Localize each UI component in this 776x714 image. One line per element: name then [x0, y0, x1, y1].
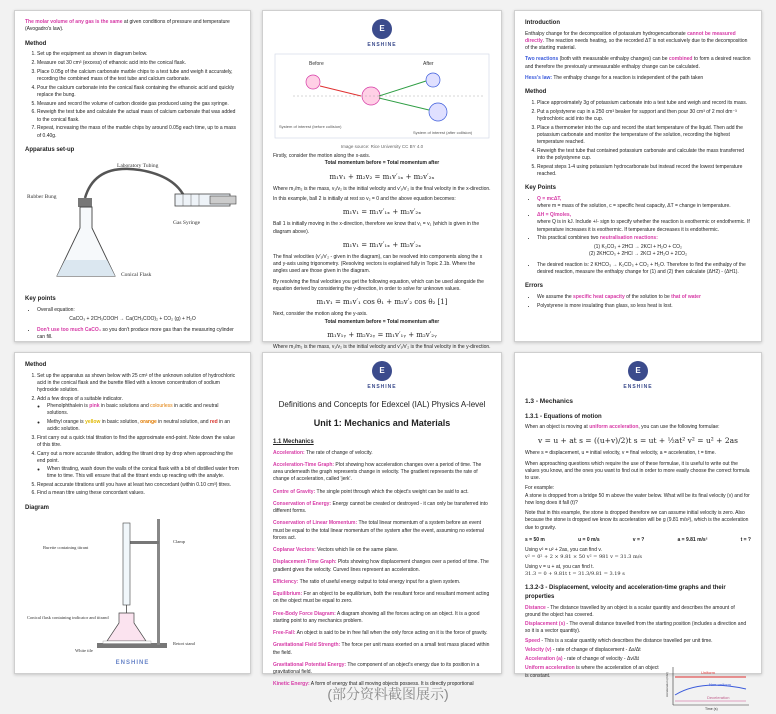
- list-item: 4. Pour the calcium carbonate into the conical flask containing the ethanoic acid and quickly replace the bung.: [37, 85, 240, 100]
- calculation: 31.3 = 0 + 9.81t t = 31.3/9.81 = 3.19 s: [525, 570, 625, 577]
- enshine-logo: E: [372, 19, 392, 39]
- paragraph: Note that in this example, the stone is dropped therefore we can assume initial velocity is zero. Also because the stone is dropped we know its acceleration will be g (9.81 m/s²), which is the acceleration due to gravity.: [525, 510, 749, 531]
- definition: Acceleration (a) - rate of change of velocity - Δv/Δt: [525, 656, 639, 663]
- label-bung: Rubber Bung: [27, 193, 57, 200]
- key-points-list: [525, 196, 751, 243]
- watermark: ENSHINE: [115, 659, 150, 666]
- definition-item: Coplanar Vectors: Vectors which lie on the same plane.: [273, 547, 399, 554]
- definition: Distance - The distance travelled by an object is a scalar quantity and describes the amount of ground the object has covered.: [525, 604, 735, 618]
- retort-stand-rod: [157, 519, 160, 645]
- conical-flask: [107, 613, 146, 641]
- definition-item: Acceleration-Time Graph: Plot showing how acceleration changes over a period of time. The area underneath the graph represents change in velocity. The gradient represents the rate of change of acceleration, called 'jerk'.: [273, 461, 482, 483]
- equation: m₁v₁ = m₁v′₁ₓ + m₂v′₂ₓ: [342, 208, 422, 217]
- paragraph: In this example, ball 2 is initially at rest so v₂ = 0 and the above equation becomes:: [273, 195, 456, 202]
- list-item: • This practical combines two neutralisation reactions:: [537, 235, 751, 242]
- equation: m₁v₁ + m₂v₂ = m₁v′₁ₓ + m₂v′₂ₓ: [329, 172, 435, 181]
- paragraph: Two reactions (both with measurable enthalpy changes) can be combined to form a desired reaction and therefore the previously unmeasurable enthalpy change can be calculated.: [525, 56, 751, 70]
- intro-text: The molar volume of any gas is the same at given conditions of pressure and temperature (Avogadro's law).: [25, 19, 230, 33]
- apparatus-heading: Apparatus set-up: [25, 146, 75, 153]
- equation: m₁v₁ = m₁v′₁ₓ + m₂v′₂ₓ: [342, 240, 422, 249]
- list-item: 3. Place a thermometer into the cup and record the start temperature of the liquid. Then add the potassium carbonate and monitor the temperature of the solution, recording the highest temperature reached.: [537, 125, 751, 147]
- paragraph: Ball 1 is initially moving in the x-direction, therefore we know that v₁ = v₁ (which is given in the diagram above).: [273, 221, 480, 235]
- equation: m₁v₁ᵧ + m₂v₂ᵧ = m₁v′₁ᵧ + m₂v′₂ᵧ: [327, 330, 437, 339]
- definition: Velocity (v) - rate of change of displacement - Δs/Δt: [525, 646, 641, 653]
- paragraph: Firstly, consider the motion along the x-axis.: [273, 153, 371, 160]
- definition-item: Efficiency: The ratio of useful energy output to total energy input for a given system.: [273, 578, 461, 585]
- logo-text: ENSHINE: [367, 42, 397, 48]
- svg-text:Acceleration (m/s²): Acceleration (m/s²): [665, 672, 669, 698]
- label-flask: Conical flask containing indicator and titrand: [27, 615, 109, 621]
- image-source: Image source: Rice University CC BY 4.0: [340, 143, 424, 149]
- intro-heading: Introduction: [525, 20, 560, 26]
- list-item: 6. Find a mean titre using these concordant values.: [37, 490, 240, 497]
- definition-item: Gravitational Potential Energy: The component of an object's energy due to its position in a gravitational field.: [273, 661, 480, 676]
- paragraph: Enthalpy change for the decomposition of potassium hydrogencarbonate cannot be measured directly. The reaction needs heating, so the recorded ΔT is not exclusively due to the decomposition of the starting material.: [525, 30, 748, 52]
- list-item: 1. Place approximately 3g of potassium carbonate into a test tube and weigh and record its mass.: [537, 100, 751, 107]
- suvat-equations: v = u + at s = ((u+v)/2)t s = ut + ½at² v² = u² + 2as: [538, 435, 738, 445]
- paragraph: For example:: [525, 485, 555, 492]
- enshine-logo: E: [372, 361, 392, 381]
- list-item: 6. Reweigh the test tube and calculate the actual mass of calcium carbonate that was added to the conical flask.: [37, 109, 240, 124]
- key-points-heading: Key points: [25, 295, 56, 302]
- paragraph: Where m₁/m₂ is the mass, v₁/v₂ is the initial velocity and v′₁/v′₂ is the final velocity in the y-direction.: [273, 343, 491, 350]
- list-item: 2. Put a polystyrene cup in a 250 cm³ beaker for support and then pour 30 cm³ of 2 mol dm⁻³ hydrochloric acid into the cup.: [537, 109, 751, 124]
- equation-title: Total momentum before = Total momentum after: [324, 318, 440, 325]
- definition-item: Centre of Gravity: The single point through which the object's weight can be said to act.: [273, 488, 469, 495]
- label-tubing: Laboratory Tubing: [117, 162, 159, 169]
- equation-title: Total momentum before = Total momentum after: [324, 160, 440, 167]
- method-heading: Method: [525, 89, 547, 96]
- list-item: 5. Repeat accurate titrations until you have at least two concordant (within 0.10 cm³) titres.: [37, 482, 240, 489]
- label-tile: White tile: [75, 648, 93, 654]
- definition: Uniform acceleration is where the acceleration of an object is constant.: [525, 665, 659, 679]
- logo-text: ENSHINE: [367, 384, 397, 390]
- logo-text: ENSHINE: [623, 384, 653, 390]
- errors-heading: Errors: [525, 283, 544, 290]
- label-clamp: Clamp: [173, 539, 185, 545]
- list-item: 7. Repeat, increasing the mass of the marble chips by around 0.05g each time, up to a mass of 0.40g.: [37, 125, 240, 140]
- definition-item: Free-Body Force Diagram: A diagram showing all the forces acting on an object. It is a good starting point to any mechanics problem.: [273, 610, 480, 624]
- page-molar-volume-practical: [14, 10, 251, 342]
- gas-syringe-apparatus-diagram: [25, 158, 240, 286]
- subsection-heading: 1.3.1 - Equations of motion: [525, 413, 602, 420]
- list-item: • ΔH = Q/moles, where Q is in kJ. Include +/- sign to specify whether the reaction is exothermic or endothermic. If temperature increases it is exothermic. If temperature decreases it is endothermic.: [537, 212, 751, 234]
- rubber-bung: [78, 198, 92, 207]
- collision-diagram: [273, 52, 491, 140]
- definition: Speed - This is a scalar quantity which describes the distance travelled per unit time.: [525, 637, 713, 644]
- paragraph: When an object is moving at uniform acceleration, you can use the following formulae:: [525, 424, 720, 431]
- equation: m₁v₁ = m₁v′₁ cos θ₁ + m₂v′₂ cos θ₂ [1]: [316, 298, 448, 307]
- clamp: [127, 541, 159, 544]
- paragraph: Using v = u + at, you can find t.: [525, 563, 594, 570]
- label-burette: Burette containing titrant: [43, 545, 89, 551]
- paragraph: The final velocities (v′₁/v′₂ - given in the diagram), can be resolved into components along the x and y-axis using trigonometry. (Resolving vectors is explained fully in Topic 2.1b. Where the angles used are those given in the diagram.: [273, 253, 483, 275]
- label-before: Before: [309, 61, 324, 68]
- list-item: • Don't use too much CaCO₃ so you don't produce more gas than the measuring cylinder can fill.: [37, 327, 240, 342]
- list-item: ◦ Phenolphthalein is pink in basic solutions and colourless in acidic and neutral solutions.: [47, 403, 240, 418]
- method-heading: Method: [25, 362, 47, 368]
- calculation: v² = 0² + 2 × 9.81 × 50 v² = 981 v = 31.3 m/s: [525, 554, 642, 561]
- overall-equation: CaCO₃ + 2CH₃COOH → Ca(CH₃COO)₂ + CO₂ (g) + H₂O: [69, 315, 196, 322]
- list-item: 2. Add a few drops of a suitable indicator. ◦ Phenolphthalein is pink in basic solutions and colourless in acidic and neutral solutions. ◦ Methyl orange is yellow in basic solution, orange in neutral solution, and red in an acidic solution.: [37, 396, 240, 434]
- list-item: 3. Place 0.05g of the calcium carbonate marble chips to a test tube and weigh it accurately, recording the combined mass of the test tube and calcium carbonate.: [37, 69, 240, 84]
- svg-text:Time (s): Time (s): [705, 707, 718, 712]
- label-stand: Retort stand: [173, 641, 195, 647]
- page-titration-practical: [14, 352, 251, 674]
- list-item: 2. Measure out 30 cm³ (excess) of ethanoic acid into the conical flask.: [37, 60, 240, 67]
- list-item: 5. Measure and record the volume of carbon dioxide gas produced using the gas syringe.: [37, 101, 240, 108]
- definition-item: Equilibrium: For an object to be equilibrium, both the resultant force and resultant moment acting on the object must be equal to zero.: [273, 591, 490, 605]
- definition-item: Free-Fall: An object is said to be in free fall when the only force acting on it is the force of gravity.: [273, 630, 488, 637]
- ball-2-after: [429, 103, 447, 121]
- key-points-list: [25, 307, 240, 314]
- hess-law: Hess's law: The enthalpy change for a reaction is independent of the path taken: [525, 74, 704, 81]
- definition-item: Conservation of Linear Momentum: The total linear momentum of a system before an event must be equal to the total linear momentum of the system after the event, assuming no external forces act.: [273, 520, 484, 541]
- errors-list: [525, 294, 751, 310]
- definitions-list: [273, 450, 491, 689]
- list-item: • Overall equation:: [37, 307, 240, 314]
- svg-text:Deceleration: Deceleration: [707, 695, 730, 701]
- method-heading: Method: [25, 40, 47, 47]
- list-item: 3. First carry out a quick trial titration to find the approximate end-point. Note down the value of this titre.: [37, 435, 240, 450]
- label-flask: Conical Flask: [121, 271, 152, 278]
- section-heading: 1.3 - Mechanics: [525, 398, 574, 406]
- paragraph: Using v² = u² + 2as, you can find v.: [525, 547, 602, 554]
- white-tile: [103, 641, 151, 644]
- label-system-after: System of interest (after collision): [413, 130, 473, 136]
- titration-diagram: [25, 515, 240, 655]
- reaction-1: (1) K₂CO₃ + 2HCl → 2KCl + H₂O + CO₂: [593, 244, 683, 251]
- tubing: [85, 168, 185, 197]
- definition-item: Acceleration: The rate of change of velocity.: [273, 449, 373, 456]
- list-item: ◦ Methyl orange is yellow in basic solution, orange in neutral solution, and red in an acidic solution.: [47, 419, 240, 434]
- section-heading: 1.1 Mechanics: [273, 438, 314, 445]
- enshine-logo: E: [628, 361, 648, 381]
- svg-text:Uniform: Uniform: [701, 670, 716, 676]
- list-item: 4. Carry out a more accurate titration, adding the titrant drop by drop when approaching the end point. ◦ When titrating, wash down the walls of the conical flask with a bit of distilled water from time to time. This will ensure that all the titrant ends up reacting with the analyte.: [37, 451, 240, 480]
- label-system-initial: System of interest (before collision): [279, 124, 342, 130]
- ball-1: [306, 75, 320, 89]
- definition: Displacement (s) - The overall distance travelled from the starting position (includes a direction and so it is a vector quantity).: [525, 621, 747, 635]
- paragraph: Next, consider the motion along the y-axis.: [273, 311, 368, 318]
- label-syringe: Gas Syringe: [173, 219, 201, 226]
- list-item: 5. Repeat steps 1-4 using potassium hydrocarbonate but instead record the lowest temperature reached.: [537, 164, 751, 179]
- ball-1-after: [426, 73, 440, 87]
- syringe-plunger: [210, 196, 236, 204]
- retort-stand-base: [97, 643, 167, 648]
- document-title: Definitions and Concepts for Edexcel (IAL) Physics A-level: [278, 400, 486, 410]
- page-momentum-2d: [262, 10, 502, 350]
- subsection-heading: 1.3.2-3 - Displacement, velocity and acceleration-time graphs and their properties: [525, 585, 726, 600]
- method-list: [25, 51, 240, 140]
- known-values: s = 50 m u = 0 m/s v = ? a = 9.81 m/s² t = ?: [525, 536, 751, 543]
- page-definitions: [262, 352, 502, 688]
- method-list: [525, 100, 751, 179]
- method-list: [25, 373, 240, 498]
- list-item: 4. Reweigh the test tube that contained potassium carbonate and calculate the mass transferred into the polystyrene cup.: [537, 148, 751, 163]
- key-points-heading: Key Points: [525, 185, 557, 192]
- label-after: After: [423, 61, 434, 68]
- unit-title: Unit 1: Mechanics and Materials: [313, 417, 451, 428]
- definition-item: Gravitational Field Strength: The force per unit mass exerted on a small test mass placed within the field.: [273, 642, 490, 656]
- definition-item: Kinetic Energy: A form of energy that all moving objects possess. It is directly proportional: [273, 681, 474, 688]
- list-item: 1. Set up the equipment as shown in diagram below.: [37, 51, 240, 58]
- list-item: • Q = mcΔT, where m = mass of the solution, c = specific heat capacity, ΔT = change in temperature.: [537, 196, 751, 211]
- burette: [123, 523, 130, 605]
- page-enthalpy-practical: [514, 10, 762, 342]
- caption: (部分资料截图展示): [327, 686, 449, 702]
- reaction-2: (2) 2KHCO₃ + 2HCl → 2KCl + 2H₂O + 2CO₂: [588, 251, 688, 258]
- paragraph: Where s = displacement, u = initial velocity, v = final velocity, a = acceleration, t = time.: [525, 450, 716, 457]
- definition-item: Displacement-Time Graph: Plots showing how displacement changes over a period of time. The gradient gives the velocity. Curved lines represent an acceleration.: [273, 559, 489, 573]
- list-item: • Polystyrene is more insulating than glass, so less heat is lost.: [537, 303, 751, 310]
- list-item: 1. Set up the apparatus as shown below with 25 cm³ of the unknown solution of hydrochloric acid in the conical flask and the burette filled with a known concentration of sodium hydroxide solution.: [37, 373, 240, 395]
- paragraph: By resolving the final velocities you get the following equation, which can be used alongside the equation derived by considering the y-direction, in order to solve for unknown values.: [273, 278, 484, 292]
- svg-text:Non-uniform: Non-uniform: [709, 682, 732, 688]
- paragraph: Where m₁/m₂ is the mass, v₁/v₂ is the initial velocity and v′₁/v′₂ is the final velocity in the x-direction.: [273, 185, 491, 192]
- definition-item: Conservation of Energy: Energy cannot be created or destroyed - it can only be transferred into different forms.: [273, 500, 488, 515]
- diagram-heading: Diagram: [25, 504, 50, 511]
- paragraph: A stone is dropped from a bridge 50 m above the water below. What will be its final velocity (v) and for how long does it fall (t)?: [525, 492, 750, 506]
- list-item: • We assume the specific heat capacity of the solution to be that of water: [537, 294, 751, 301]
- page-equations-of-motion: [514, 352, 762, 712]
- paragraph: When approaching questions which require the use of these formulae, it is useful to write out the values you know, and the ones you want to find out in order to more easily choose the correct formula to use.: [525, 460, 750, 482]
- list-item: ◦ When titrating, wash down the walls of the conical flask with a bit of distilled water from time to time. This will ensure that all the titrant ends up reacting with the analyte.: [47, 466, 240, 481]
- list-item: • The desired reaction is: 2 KHCO₃ → K₂CO₃ + CO₂ + H₂O. Therefore to find the enthalpy of the desired reaction, measure the enthalpy change for (1) and (2) then calculate (ΔH2) - (ΔH1).: [537, 262, 751, 277]
